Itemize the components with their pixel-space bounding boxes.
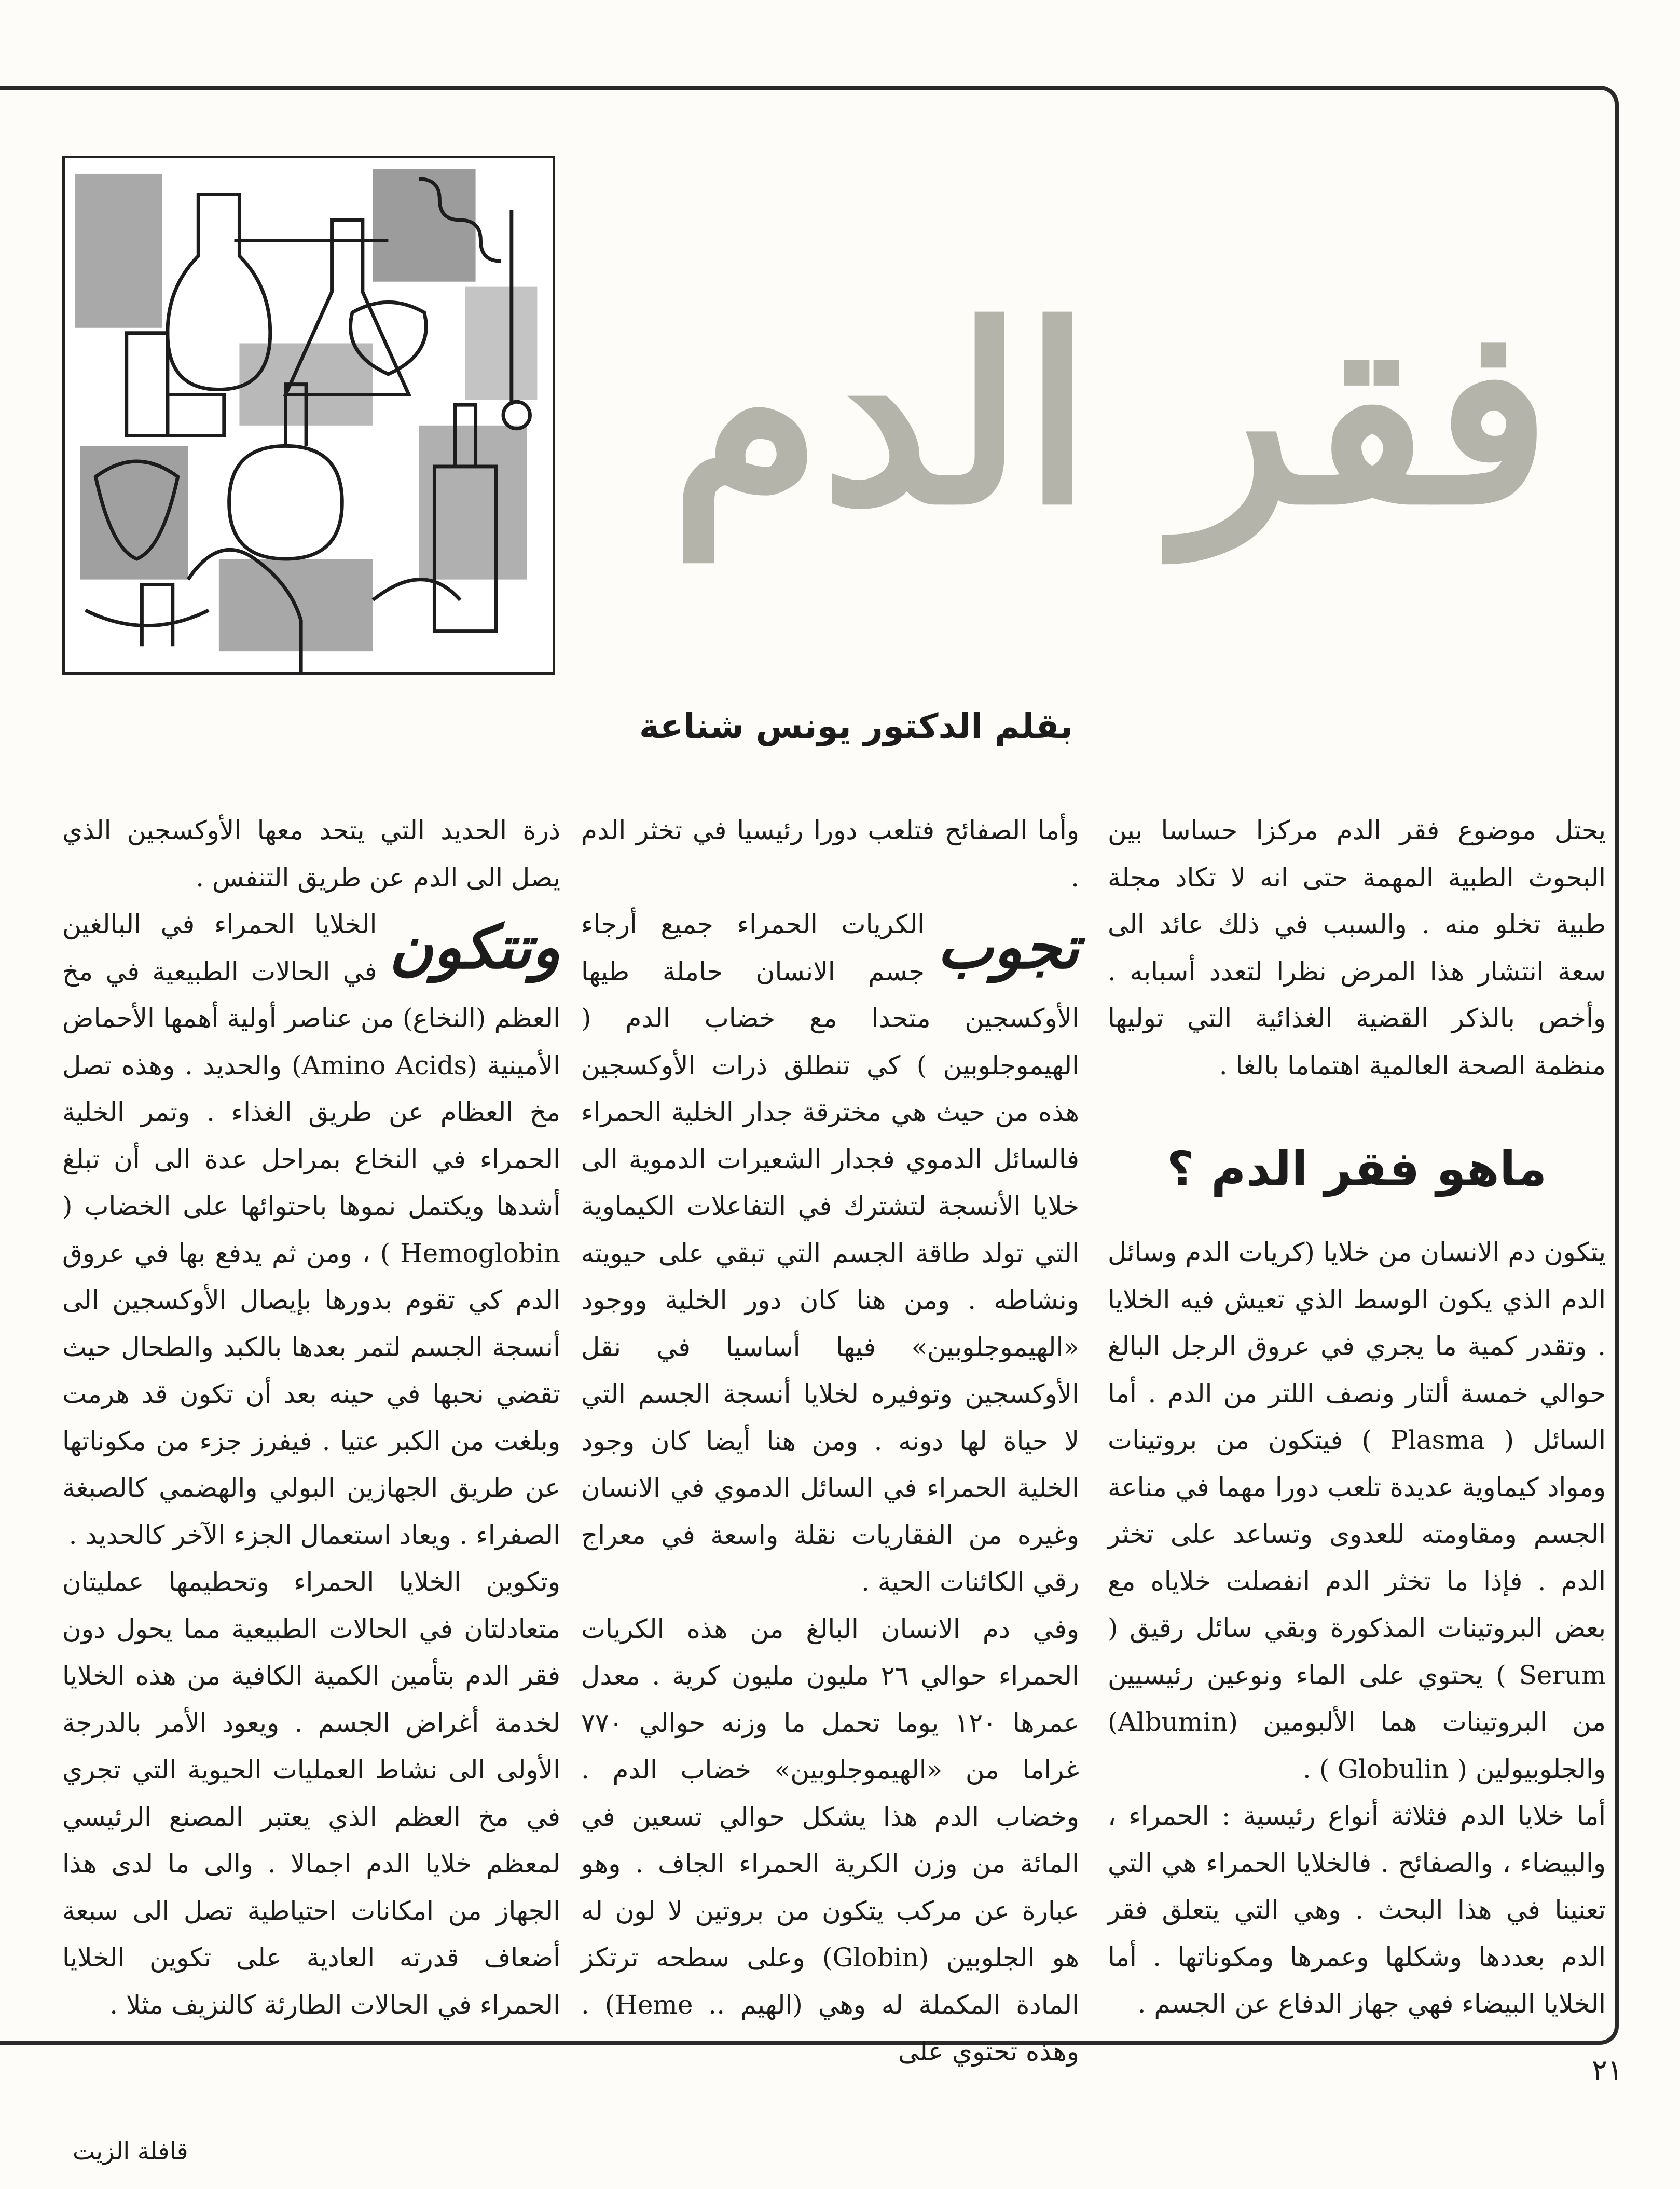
section-heading: ماهو فقر الدم ؟ [1166, 1141, 1547, 1197]
illustration-signature [176, 760, 265, 791]
text-column-right [1108, 807, 1606, 2027]
body-paragraph: وتكوين الخلايا الحمراء وتحطيمها عمليتان متعادلتان في الحالات الطبيعية مما يحول دون فقر الدم بتأمين الكمية الكافية من هذه الخلايا لخدمة أغراض الجسم . ويعود الأمر بالدرجة الأولى الى نشاط العمليات الحيوية التي تجري في مخ العظم الذي يعتبر المصنع الرئيسي لمعظم خلايا الدم اجمالا . والى ما لدى هذا الجهاز من امكانات احتياطية تصل الى سبعة أضعاف قدرته العادية على تكوين الخلايا الحمراء في الحالات الطارئة كالنزيف مثلا . [62, 1567, 560, 2020]
body-paragraph: يتكون دم الانسان من خلايا (كريات الدم وسائل الدم الذي يكون الوسط الذي تعيش فيه الخلايا . وتقدر كمية ما يجري في عروق الرجل البالغ حوالي خمسة ألتار ونصف اللتر من الدم . أما السائل ( Plasma ) فيتكون من بروتينات ومواد كيماوية عديدة تلعب دورا مهما في مناعة الجسم ومقاومته للعدوى وتساعد على تخثر الدم . فإذا ما تخثر الدم انفصلت خلاياه مع بعض البروتينات المذكورة وبقي سائل رقيق ( Serum ) يحتوي على الماء ونوعين رئيسيين من البروتينات هما الألبومين (Albumin) والجلوبيولين ( Globulin ) . [1108, 1237, 1606, 1784]
dropcap-word: تجوب [937, 913, 1079, 982]
body-text: الخلايا الحمراء في البالغين في الحالات الطبيعية في مخ العظم (النخاع) من عناصر أولية أهمها الأحماض الأمينية (Amino Acids) والحديد . وهذه تصل مخ العظام عن طريق الغذاء . وتمر الخلية الحمراء في النخاع بمراحل عدة الى أن تبلغ أشدها ويكتمل نموها باحتوائها على الخضاب ( Hemoglobin ) ، ومن ثم يدفع بها في عروق الدم كي تقوم بدورها بإيصال الأوكسجين الى أنسجة الجسم لتمر بعدها بالكبد والطحال حيث تقضي نحبها في حينه بعد أن تكون قد هرمت وبلغت من الكبر عتيا . فيفرز جزء من مكوناتها عن طريق الجهازين البولي والهضمي كالصبغة الصفراء . ويعاد استعمال الجزء الآخر كالحديد . [62, 909, 560, 1550]
body-paragraph: أما خلايا الدم فثلاثة أنواع رئيسية : الحمراء ، والبيضاء ، والصفائح . فالخلايا الحمراء هي التي تعنينا في هذا البحث . وهي التي يتعلق فقر الدم بعددها وشكلها وعمرها ومكوناتها . أما الخلايا البيضاء فهي جهاز الدفاع عن الجسم . [1108, 1801, 1606, 2019]
body-paragraph-with-dropcap [62, 901, 560, 1558]
body-paragraph-with-dropcap [581, 901, 1079, 1606]
body-text: الكريات الحمراء جميع أرجاء جسم الانسان حاملة طيها الأوكسجين متحدا مع خضاب الدم ( الهيموجلوبين ) كي تنطلق ذرات الأوكسجين هذه من حيث هي مخترقة جدار الخلية الحمراء فالسائل الدموي فجدار الشعيرات الدموية الى خلايا الأنسجة لتشترك في التفاعلات الكيماوية التي تولد طاقة الجسم التي تبقي على حيويته ونشاطه . ومن هنا كان دور الخلية ووجود «الهيموجلوبين» فيها أساسيا في نقل الأوكسجين وتوفيره لخلايا أنسجة الجسم التي لا حياة لها دونه . ومن هنا أيضا كان وجود الخلية الحمراء في السائل الدموي في الانسان وغيره من الفقاريات نقلة واسعة في معراج رقي الكائنات الحية . [581, 909, 1079, 1597]
magazine-name: قافلة الزيت [73, 2137, 188, 2165]
intro-paragraph: يحتل موضوع فقر الدم مركزا حساسا بين البحوث الطبية المهمة حتى انه لا تكاد مجلة طبية تخلو منه . والسبب في ذلك عائد الى سعة انتشار هذا المرض نظرا لتعدد أسبابه . وأخص بالذكر القضية الغذائية التي توليها منظمة الصحة العالمية اهتماما بالغا . [1108, 815, 1606, 1080]
text-column-left [62, 807, 560, 2027]
text-column-middle [581, 807, 1080, 2067]
page-number: ٢١ [1591, 2054, 1623, 2087]
body-paragraph: ذرة الحديد التي يتحد معها الأوكسجين الذي يصل الى الدم عن طريق التنفس . [62, 815, 560, 893]
article-title: فقر الدم [670, 272, 1551, 558]
author-byline: بقلم الدكتور يونس شناعة [639, 706, 1073, 746]
dropcap-word: وتتكون [389, 913, 560, 982]
illustration-drawing [65, 158, 553, 672]
body-paragraph: وفي دم الانسان البالغ من هذه الكريات الحمراء حوالي ٢٦ مليون مليون كرية . معدل عمرها ١٢٠ يوما تحمل ما وزنه حوالي ٧٧٠ غراما من «الهيموجلوبين» خضاب الدم . وخضاب الدم هذا يشكل حوالي تسعين في المائة من وزن الكرية الحمراء الجاف . وهو عبارة عن مركب يتكون من بروتين لا لون له هو الجلوبين (Globin) وعلى سطحه ترتكز المادة المكملة له وهي (الهيم .. Heme) . وهذه تحتوي على [581, 1613, 1080, 2067]
lab-glassware-illustration [62, 156, 555, 675]
body-paragraph: وأما الصفائح فتلعب دورا رئيسيا في تخثر الدم . [581, 815, 1079, 893]
